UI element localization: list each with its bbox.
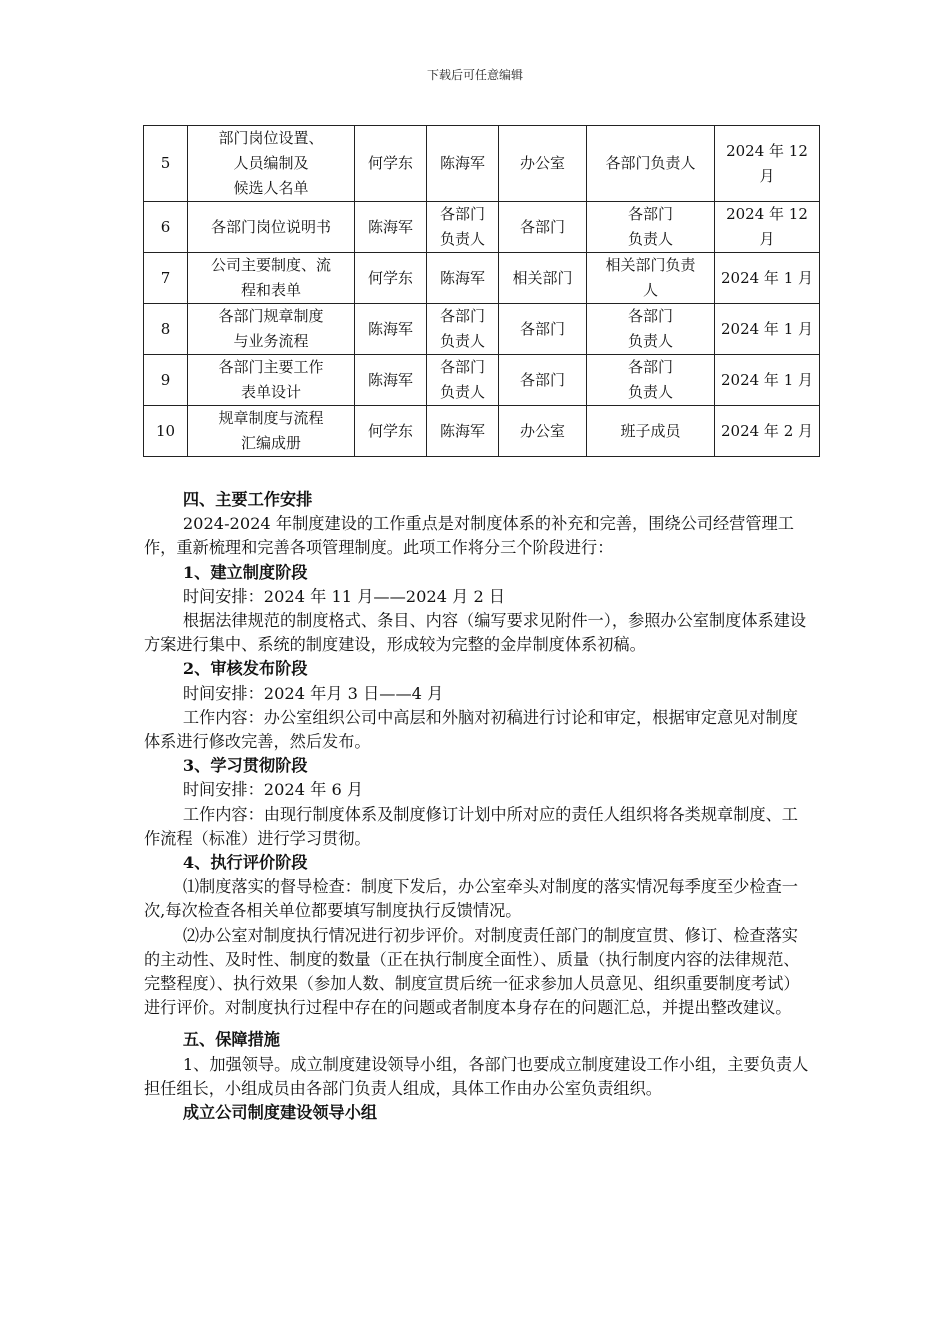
stage3-title: 3、学习贯彻阶段 [182,756,308,776]
cell-row-number: 5 [144,126,188,202]
cell-row-number: 9 [144,355,188,406]
cell-coordinator: 陈海军 [427,406,499,457]
stage3-time: 时间安排：2024 年 6 月 [182,780,364,800]
cell-item-name: 部门岗位设置、 人员编制及 候选人名单 [188,126,355,202]
table-row [144,355,820,406]
cell-executor: 各部门 负责人 [587,355,715,406]
cell-responsible-leader: 何学东 [355,253,427,304]
cell-executor: 相关部门负责 人 [587,253,715,304]
cell-coordinator: 各部门 负责人 [427,355,499,406]
table-row [144,406,820,457]
stage4-title: 4、执行评价阶段 [182,853,308,873]
cell-deadline: 2024 年 1 月 [715,304,820,355]
stage2-time: 时间安排：2024 年月 3 日——4 月 [182,683,444,703]
cell-item-name: 公司主要制度、流 程和表单 [188,253,355,304]
cell-lead-department: 相关部门 [499,253,587,304]
cell-deadline: 2024 年 1 月 [715,355,820,406]
stage4-paragraph-2: ⑵办公室对制度执行情况进行初步评价。对制度责任部门的制度宣贯、修订、检查落实的主动性、及时性、制度的数量（正在执行制度全面性）、质量（执行制度内容的法律规范、完整程度）、执行效果（参加人数、制度宣贯后统一征求参加人员意见、组织重要制度考试）进行评价。对制度执行过程中存在的问题或者制度本身存在的问题汇总，并提出整改建议。 [144,925,800,1018]
cell-coordinator: 陈海军 [427,126,499,202]
cell-deadline: 2024 年 12 月 [715,126,820,202]
cell-responsible-leader: 陈海军 [355,202,427,253]
cell-deadline: 2024 年 2 月 [715,406,820,457]
stage4-paragraph-1: ⑴制度落实的督导检查：制度下发后，办公室牵头对制度的落实情况每季度至少检查一次,每次检查各相关单位都要填写制度执行反馈情况。 [144,877,798,921]
stage1-body: 根据法律规范的制度格式、条目、内容（编写要求见附件一），参照办公室制度体系建设方案进行集中、系统的制度建设，形成较为完整的金岸制度体系初稿。 [144,611,807,655]
cell-executor: 各部门 负责人 [587,304,715,355]
cell-row-number: 8 [144,304,188,355]
cell-lead-department: 办公室 [499,126,587,202]
cell-executor: 各部门 负责人 [587,202,715,253]
cell-item-name: 各部门规章制度 与业务流程 [188,304,355,355]
main-content [144,480,814,1125]
section4-title: 四、主要工作安排 [182,490,313,509]
table-row [144,304,820,355]
table-row [144,253,820,304]
cell-coordinator: 各部门 负责人 [427,202,499,253]
cell-deadline: 2024 年 12 月 [715,202,820,253]
stage1-title: 1、建立制度阶段 [182,562,308,582]
leadership-group-title: 成立公司制度建设领导小组 [182,1103,378,1123]
stage2-body: 工作内容：办公室组织公司中高层和外脑对初稿进行讨论和审定，根据审定意见对制度体系进行修改完善，然后发布。 [144,707,798,752]
cell-lead-department: 办公室 [499,406,587,457]
cell-deadline: 2024 年 1 月 [715,253,820,304]
cell-row-number: 10 [144,406,188,457]
cell-responsible-leader: 陈海军 [355,355,427,406]
stage3-body: 工作内容：由现行制度体系及制度修订计划中所对应的责任人组织将各类规章制度、工作流程（标准）进行学习贯彻。 [144,804,798,848]
stage2-title: 2、审核发布阶段 [182,659,308,679]
section4-intro: 2024-2024 年制度建设的工作重点是对制度体系的补充和完善，围绕公司经营管理工作，重新梳理和完善各项管理制度。此项工作将分三个阶段进行： [144,514,794,558]
section5-title: 五、保障措施 [182,1030,280,1050]
cell-item-name: 规章制度与流程 汇编成册 [188,406,355,457]
table-row [144,202,820,253]
cell-row-number: 7 [144,253,188,304]
table-row [144,126,820,202]
cell-responsible-leader: 何学东 [355,126,427,202]
cell-executor: 班子成员 [587,406,715,457]
stage1-time: 时间安排：2024 年 11 月——2024 月 2 日 [182,586,506,606]
header-note: 下载后可任意编辑 [426,68,523,82]
cell-responsible-leader: 何学东 [355,406,427,457]
cell-coordinator: 各部门 负责人 [427,304,499,355]
section5-paragraph-1: 1、加强领导。成立制度建设领导小组，各部门也要成立制度建设工作小组，主要负责人担任组长，小组成员由各部门负责人组成，具体工作由办公室负责组织。 [144,1054,809,1098]
cell-item-name: 各部门岗位说明书 [188,202,355,253]
cell-responsible-leader: 陈海军 [355,304,427,355]
cell-lead-department: 各部门 [499,355,587,406]
cell-coordinator: 陈海军 [427,253,499,304]
plan-table [143,125,820,457]
cell-lead-department: 各部门 [499,304,587,355]
cell-row-number: 6 [144,202,188,253]
cell-executor: 各部门负责人 [587,126,715,202]
cell-lead-department: 各部门 [499,202,587,253]
cell-item-name: 各部门主要工作 表单设计 [188,355,355,406]
